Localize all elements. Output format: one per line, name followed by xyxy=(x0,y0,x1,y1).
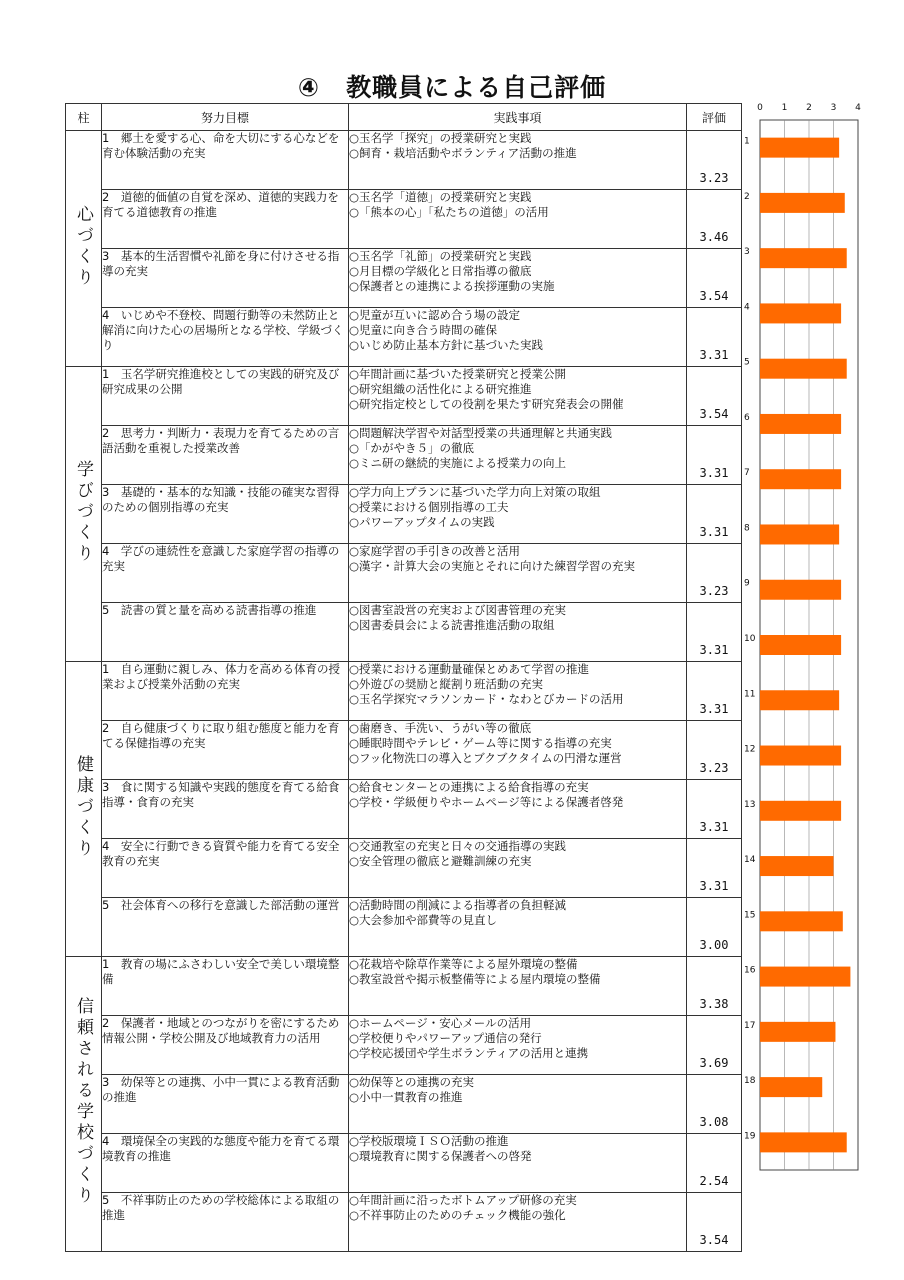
score-cell: 2.54 xyxy=(687,1134,742,1193)
chart-bar xyxy=(760,193,845,213)
practice-item: ○玉名学「礼節」の授業研究と実践 xyxy=(349,249,532,263)
goal-cell: 4 いじめや不登校、問題行動等の未然防止と解消に向けた心の居場所となる学校、学級づくり xyxy=(102,308,349,367)
chart-category-label: 7 xyxy=(744,468,750,479)
chart-category-label: 10 xyxy=(744,634,756,644)
pillar-label: 心づくり xyxy=(73,204,93,289)
table-row xyxy=(66,367,742,426)
practice-item: ○教室設営や掲示板整備等による屋内環境の整備 xyxy=(349,972,601,986)
goal-cell: 3 基礎的・基本的な知識・技能の確実な習得のための個別指導の充実 xyxy=(102,485,349,544)
score-cell: 3.54 xyxy=(687,367,742,426)
table-row xyxy=(66,131,742,190)
chart-bar xyxy=(760,1132,847,1152)
items-cell xyxy=(349,1016,687,1075)
header-pillar: 柱 xyxy=(66,104,102,131)
score-cell: 3.23 xyxy=(687,131,742,190)
pillar-cell xyxy=(66,957,102,1252)
table-row xyxy=(66,957,742,1016)
items-cell xyxy=(349,780,687,839)
chart-category-label: 15 xyxy=(744,910,756,921)
chart-bar xyxy=(760,138,839,158)
goal-cell: 1 郷土を愛する心、命を大切にする心などを育む体験活動の充実 xyxy=(102,131,349,190)
chart-bar xyxy=(760,414,841,434)
practice-item: ○花栽培や除草作業等による屋外環境の整備 xyxy=(349,957,578,971)
practice-item: ○「かがやき５」の徹底 xyxy=(349,441,475,455)
header-score: 評価 xyxy=(687,104,742,131)
goal-cell: 4 環境保全の実践的な態度や能力を育てる環境教育の推進 xyxy=(102,1134,349,1193)
score-cell: 3.00 xyxy=(687,898,742,957)
practice-item: ○大会参加や部費等の見直し xyxy=(349,913,498,927)
score-cell: 3.31 xyxy=(687,603,742,662)
chart-category-label: 19 xyxy=(744,1131,756,1142)
table-body xyxy=(66,131,742,1252)
chart-category-label: 13 xyxy=(744,799,756,810)
items-cell xyxy=(349,957,687,1016)
chart-bar xyxy=(760,524,839,544)
practice-item: ○玉名学「道徳」の授業研究と実践 xyxy=(349,190,532,204)
goal-cell: 2 道徳的価値の自覚を深め、道徳的実践力を育てる道徳教育の推進 xyxy=(102,190,349,249)
table-row xyxy=(66,1016,742,1075)
practice-item: ○保護者との連携による挨拶運動の実施 xyxy=(349,279,555,293)
practice-item: ○学力向上プランに基づいた学力向上対策の取組 xyxy=(349,485,601,499)
items-cell xyxy=(349,898,687,957)
goal-cell: 1 玉名学研究推進校としての実践的研究及び研究成果の公開 xyxy=(102,367,349,426)
items-cell xyxy=(349,485,687,544)
header-items: 実践事項 xyxy=(349,104,687,131)
score-cell: 3.31 xyxy=(687,485,742,544)
score-cell: 3.69 xyxy=(687,1016,742,1075)
score-cell: 3.31 xyxy=(687,839,742,898)
practice-item: ○漢字・計算大会の実施とそれに向けた練習学習の充実 xyxy=(349,559,636,573)
items-cell xyxy=(349,662,687,721)
chart-category-label: 17 xyxy=(744,1020,756,1031)
chart-category-label: 9 xyxy=(744,578,750,589)
practice-item: ○児童に向き合う時間の確保 xyxy=(349,323,498,337)
chart-bar xyxy=(760,967,850,987)
practice-item: ○小中一貫教育の推進 xyxy=(349,1090,463,1104)
chart-category-label: 16 xyxy=(744,965,756,976)
items-cell xyxy=(349,603,687,662)
pillar-label: 学びづくり xyxy=(73,459,93,565)
goal-cell: 5 社会体育への移行を意識した部活動の運営 xyxy=(102,898,349,957)
chart-bar xyxy=(760,469,841,489)
page-title: ④ 教職員による自己評価 xyxy=(297,73,607,102)
chart-bar xyxy=(760,801,841,821)
table-header-row xyxy=(66,104,742,131)
practice-item: ○飼育・栽培活動やボランティア活動の推進 xyxy=(349,146,577,160)
chart-category-label: 1 xyxy=(744,136,750,147)
practice-item: ○学校便りやパワーアップ通信の発行 xyxy=(349,1031,542,1045)
practice-item: ○学校版環境ＩＳＯ活動の推進 xyxy=(349,1134,509,1148)
items-cell xyxy=(349,1075,687,1134)
practice-item: ○研究組織の活性化による研究推進 xyxy=(349,382,532,396)
practice-item: ○睡眠時間やテレビ・ゲーム等に関する指導の充実 xyxy=(349,736,612,750)
chart-x-tick-label: 0 xyxy=(757,103,763,113)
goal-cell: 3 基本的生活習慣や礼節を身に付けさせる指導の充実 xyxy=(102,249,349,308)
practice-item: ○学校応援団や学生ボランティアの活用と連携 xyxy=(349,1046,589,1060)
practice-item: ○図書委員会による読書推進活動の取組 xyxy=(349,618,555,632)
table-row xyxy=(66,1134,742,1193)
practice-item: ○学校・学級便りやホームページ等による保護者啓発 xyxy=(349,795,624,809)
chart-category-label: 3 xyxy=(744,247,750,258)
chart-bar xyxy=(760,359,847,379)
practice-item: ○幼保等との連携の充実 xyxy=(349,1075,475,1089)
chart-x-tick-label: 4 xyxy=(855,103,861,113)
practice-item: ○パワーアップタイムの実践 xyxy=(349,515,495,529)
practice-item: ○活動時間の削減による指導者の負担軽減 xyxy=(349,898,567,912)
table-row xyxy=(66,839,742,898)
practice-item: ○玉名学「探究」の授業研究と実践 xyxy=(349,131,532,145)
chart-bar xyxy=(760,1077,822,1097)
practice-item: ○交通教室の充実と日々の交通指導の実践 xyxy=(349,839,567,853)
goal-cell: 1 自ら運動に親しみ、体力を高める体育の授業および授業外活動の充実 xyxy=(102,662,349,721)
table-row xyxy=(66,249,742,308)
goal-cell: 1 教育の場にふさわしい安全で美しい環境整備 xyxy=(102,957,349,1016)
goal-cell: 3 食に関する知識や実践的態度を育てる給食指導・食育の充実 xyxy=(102,780,349,839)
chart-category-label: 6 xyxy=(744,412,750,423)
items-cell xyxy=(349,367,687,426)
score-cell: 3.46 xyxy=(687,190,742,249)
practice-item: ○研究指定校としての役割を果たす研究発表会の開催 xyxy=(349,397,624,411)
chart-category-label: 8 xyxy=(744,523,750,534)
goal-cell: 3 幼保等との連携、小中一貫による教育活動の推進 xyxy=(102,1075,349,1134)
items-cell xyxy=(349,839,687,898)
chart-category-label: 2 xyxy=(744,191,750,202)
practice-item: ○月目標の学級化と日常指導の徹底 xyxy=(349,264,532,278)
table-row xyxy=(66,780,742,839)
score-cell: 3.54 xyxy=(687,1193,742,1252)
items-cell xyxy=(349,131,687,190)
chart-bar xyxy=(760,635,841,655)
items-cell xyxy=(349,721,687,780)
header-goal: 努力目標 xyxy=(102,104,349,131)
practice-item: ○環境教育に関する保護者への啓発 xyxy=(349,1149,532,1163)
chart-category-label: 18 xyxy=(744,1076,756,1087)
items-cell xyxy=(349,544,687,603)
chart-x-tick-label: 2 xyxy=(806,103,812,113)
practice-item: ○歯磨き、手洗い、うがい等の徹底 xyxy=(349,721,532,735)
goal-cell: 2 自ら健康づくりに取り組む態度と能力を育てる保健指導の充実 xyxy=(102,721,349,780)
table-row xyxy=(66,190,742,249)
score-cell: 3.31 xyxy=(687,426,742,485)
practice-item: ○家庭学習の手引きの改善と活用 xyxy=(349,544,521,558)
practice-item: ○授業における個別指導の工夫 xyxy=(349,500,509,514)
practice-item: ○外遊びの奨励と縦割り班活動の充実 xyxy=(349,677,544,691)
table-row xyxy=(66,544,742,603)
items-cell xyxy=(349,308,687,367)
score-cell: 3.38 xyxy=(687,957,742,1016)
evaluation-table xyxy=(65,103,742,1252)
table-row xyxy=(66,898,742,957)
score-cell: 3.08 xyxy=(687,1075,742,1134)
score-bar-chart xyxy=(740,100,870,1175)
practice-item: ○玉名学探究マラソンカード・なわとびカードの活用 xyxy=(349,692,624,706)
goal-cell: 2 保護者・地域とのつながりを密にするため情報公開・学校公開及び地域教育力の活用 xyxy=(102,1016,349,1075)
table-row xyxy=(66,308,742,367)
practice-item: ○安全管理の徹底と避難訓練の充実 xyxy=(349,854,532,868)
items-cell xyxy=(349,249,687,308)
chart-bar xyxy=(760,303,841,323)
table-row xyxy=(66,1075,742,1134)
pillar-cell xyxy=(66,367,102,662)
items-cell xyxy=(349,1134,687,1193)
score-cell: 3.31 xyxy=(687,308,742,367)
practice-item: ○給食センターとの連携による給食指導の充実 xyxy=(349,780,589,794)
practice-item: ○問題解決学習や対話型授業の共通理解と共通実践 xyxy=(349,426,613,440)
pillar-cell xyxy=(66,662,102,957)
score-cell: 3.31 xyxy=(687,662,742,721)
table-row xyxy=(66,426,742,485)
pillar-cell xyxy=(66,131,102,367)
chart-bar xyxy=(760,248,847,268)
items-cell xyxy=(349,190,687,249)
goal-cell: 5 読書の質と量を高める読書指導の推進 xyxy=(102,603,349,662)
pillar-label: 健康づくり xyxy=(73,754,93,860)
score-cell: 3.31 xyxy=(687,780,742,839)
chart-bar xyxy=(760,746,841,766)
practice-item: ○年間計画に沿ったボトムアップ研修の充実 xyxy=(349,1193,577,1207)
score-cell: 3.23 xyxy=(687,721,742,780)
pillar-label: 信頼される学校づくり xyxy=(73,997,93,1207)
chart-bar xyxy=(760,911,843,931)
table-row xyxy=(66,1193,742,1252)
items-cell xyxy=(349,1193,687,1252)
chart-x-tick-label: 3 xyxy=(830,103,837,113)
practice-item: ○授業における運動量確保とめあて学習の推進 xyxy=(349,662,590,676)
chart-category-label: 4 xyxy=(744,302,750,313)
chart-bar xyxy=(760,690,839,710)
goal-cell: 4 安全に行動できる資質や能力を育てる安全教育の充実 xyxy=(102,839,349,898)
score-cell: 3.23 xyxy=(687,544,742,603)
chart-category-label: 5 xyxy=(744,357,750,368)
goal-cell: 4 学びの連続性を意識した家庭学習の指導の充実 xyxy=(102,544,349,603)
chart-category-label: 14 xyxy=(744,855,756,866)
chart-category-label: 12 xyxy=(744,744,756,755)
table-row xyxy=(66,721,742,780)
table-row xyxy=(66,662,742,721)
goal-cell: 5 不祥事防止のための学校総体による取組の推進 xyxy=(102,1193,349,1252)
practice-item: ○いじめ防止基本方針に基づいた実践 xyxy=(349,338,544,352)
practice-item: ○児童が互いに認め合う場の設定 xyxy=(349,308,521,322)
practice-item: ○フッ化物洗口の導入とブクブクタイムの円滑な運営 xyxy=(349,751,622,765)
chart-category-label: 11 xyxy=(744,689,756,700)
table-row xyxy=(66,603,742,662)
practice-item: ○ミニ研の継続的実施による授業力の向上 xyxy=(349,456,567,470)
practice-item: ○「熊本の心」「私たちの道徳」の活用 xyxy=(349,205,549,219)
chart-bar xyxy=(760,856,834,876)
table-row xyxy=(66,485,742,544)
items-cell xyxy=(349,426,687,485)
chart-x-tick-label: 1 xyxy=(781,103,788,113)
score-cell: 3.54 xyxy=(687,249,742,308)
practice-item: ○ホームページ・安心メールの活用 xyxy=(349,1016,532,1030)
practice-item: ○図書室設営の充実および図書管理の充実 xyxy=(349,603,567,617)
goal-cell: 2 思考力・判断力・表現力を育てるための言語活動を重視した授業改善 xyxy=(102,426,349,485)
chart-bar xyxy=(760,1022,835,1042)
practice-item: ○年間計画に基づいた授業研究と授業公開 xyxy=(349,367,567,381)
chart-bar xyxy=(760,580,841,600)
practice-item: ○不祥事防止のためのチェック機能の強化 xyxy=(349,1208,566,1222)
